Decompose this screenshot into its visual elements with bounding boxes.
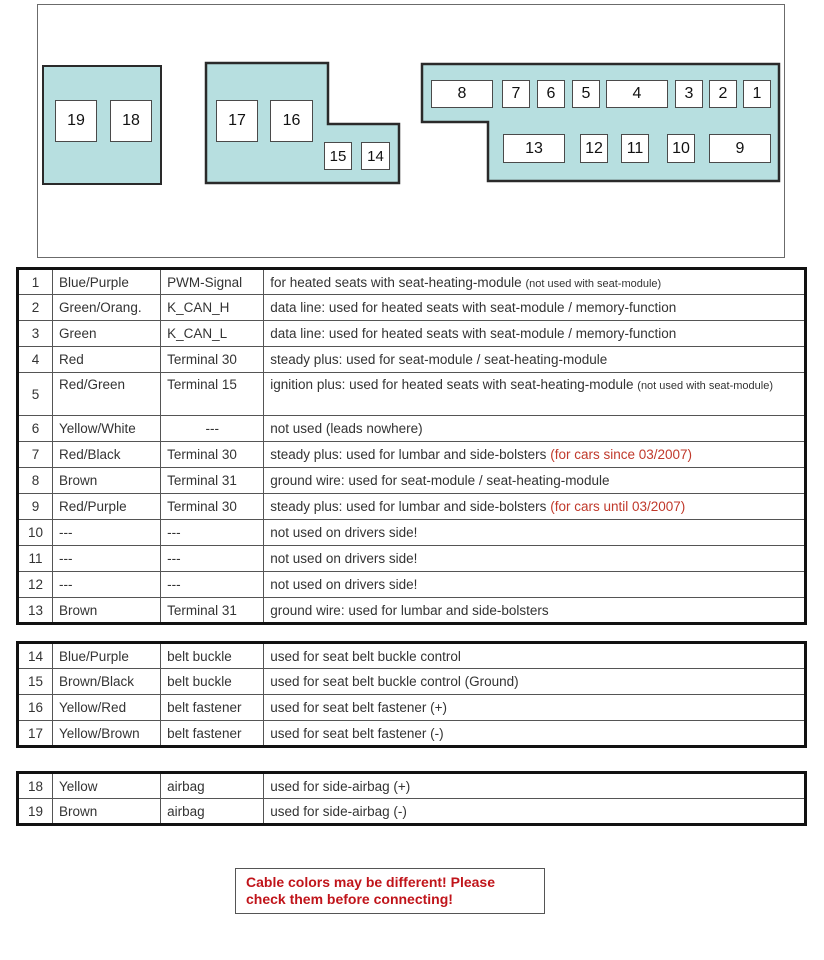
description-note: (for cars until 03/2007) [550, 499, 686, 514]
wire-color-cell: Green [53, 321, 161, 347]
description-cell: used for seat belt buckle control [264, 643, 806, 669]
pin-7: 7 [502, 80, 530, 108]
wire-color-cell: Red [53, 347, 161, 373]
signal-cell: Terminal 31 [161, 468, 264, 494]
pin-12: 12 [580, 134, 608, 163]
pin-number-cell: 12 [18, 572, 53, 598]
description-note: (not used with seat-module) [525, 277, 662, 290]
pin-11: 11 [621, 134, 649, 163]
main-pin-table [16, 267, 807, 625]
signal-cell: belt buckle [161, 669, 264, 695]
pin-number-cell: 6 [18, 416, 53, 442]
description-cell: used for seat belt fastener (+) [264, 695, 806, 721]
signal-cell: belt fastener [161, 721, 264, 747]
pin-number-cell: 18 [18, 773, 53, 799]
pin-number-cell: 13 [18, 598, 53, 624]
pin-number-cell: 14 [18, 643, 53, 669]
table-row [18, 347, 806, 373]
pin-number-cell: 1 [18, 269, 53, 295]
description-cell: steady plus: used for lumbar and side-bolsters (for cars until 03/2007) [264, 494, 806, 520]
description-note: (for cars since 03/2007) [550, 447, 693, 462]
signal-cell: K_CAN_L [161, 321, 264, 347]
table-row [18, 572, 806, 598]
signal-cell: --- [161, 572, 264, 598]
table-row [18, 546, 806, 572]
signal-cell: PWM-Signal [161, 269, 264, 295]
pin-8: 8 [431, 80, 493, 108]
description-cell: not used on drivers side! [264, 546, 806, 572]
pin-16: 16 [270, 100, 313, 142]
pin-19: 19 [55, 100, 97, 142]
wire-color-cell: Red/Purple [53, 494, 161, 520]
signal-cell: Terminal 15 [161, 373, 264, 416]
wire-color-cell: --- [53, 520, 161, 546]
signal-cell: Terminal 30 [161, 494, 264, 520]
airbag-pin-table [16, 771, 807, 826]
description-cell: used for seat belt buckle control (Ground) [264, 669, 806, 695]
pin-10: 10 [667, 134, 695, 163]
signal-cell: --- [161, 416, 264, 442]
wire-color-cell: Yellow/Red [53, 695, 161, 721]
signal-cell: belt buckle [161, 643, 264, 669]
pin-number-cell: 19 [18, 799, 53, 825]
description-cell: ground wire: used for seat-module / seat-heating-module [264, 468, 806, 494]
pin-number-cell: 16 [18, 695, 53, 721]
pin-4: 4 [606, 80, 668, 108]
wire-color-cell: Yellow [53, 773, 161, 799]
pin-number-cell: 10 [18, 520, 53, 546]
table-row [18, 695, 806, 721]
wire-color-cell: Green/Orang. [53, 295, 161, 321]
pin-1: 1 [743, 80, 771, 108]
table-row [18, 295, 806, 321]
pin-number-cell: 15 [18, 669, 53, 695]
signal-cell: airbag [161, 773, 264, 799]
table-row [18, 643, 806, 669]
pin-3: 3 [675, 80, 703, 108]
wire-color-cell: Red/Black [53, 442, 161, 468]
wire-color-cell: Brown [53, 468, 161, 494]
pin-number-cell: 4 [18, 347, 53, 373]
signal-cell: --- [161, 546, 264, 572]
pin-15: 15 [324, 142, 352, 170]
warning-note: Cable colors may be different! Please check them before connecting! [235, 868, 545, 914]
signal-cell: Terminal 30 [161, 442, 264, 468]
table-row [18, 598, 806, 624]
table-row [18, 269, 806, 295]
description-cell: ground wire: used for lumbar and side-bolsters [264, 598, 806, 624]
description-cell: data line: used for heated seats with seat-module / memory-function [264, 295, 806, 321]
pin-number-cell: 9 [18, 494, 53, 520]
table-row [18, 520, 806, 546]
table-row [18, 494, 806, 520]
wire-color-cell: Yellow/Brown [53, 721, 161, 747]
table-row [18, 468, 806, 494]
description-cell: used for side-airbag (-) [264, 799, 806, 825]
table-row [18, 669, 806, 695]
wire-color-cell: Blue/Purple [53, 643, 161, 669]
pin-2: 2 [709, 80, 737, 108]
belt-connector-housing [0, 0, 824, 260]
pin-14: 14 [361, 142, 390, 170]
description-cell: not used on drivers side! [264, 572, 806, 598]
wire-color-cell: Brown/Black [53, 669, 161, 695]
wire-color-cell: Yellow/White [53, 416, 161, 442]
wire-color-cell: Brown [53, 598, 161, 624]
description-note: (not used with seat-module) [637, 380, 774, 392]
table-row [18, 416, 806, 442]
table-row [18, 321, 806, 347]
pin-18: 18 [110, 100, 152, 142]
pin-number-cell: 2 [18, 295, 53, 321]
pin-number-cell: 5 [18, 373, 53, 416]
description-cell: not used on drivers side! [264, 520, 806, 546]
table-row [18, 799, 806, 825]
signal-cell: Terminal 30 [161, 347, 264, 373]
table-row [18, 721, 806, 747]
signal-cell: K_CAN_H [161, 295, 264, 321]
signal-cell: belt fastener [161, 695, 264, 721]
pin-number-cell: 11 [18, 546, 53, 572]
wire-color-cell: Red/Green [53, 373, 161, 416]
pin-17: 17 [216, 100, 258, 142]
description-cell: used for seat belt fastener (-) [264, 721, 806, 747]
pin-number-cell: 8 [18, 468, 53, 494]
description-cell: for heated seats with seat-heating-module (not used with seat-module) [264, 269, 806, 295]
pin-number-cell: 17 [18, 721, 53, 747]
pin-5: 5 [572, 80, 600, 108]
description-cell: steady plus: used for lumbar and side-bolsters (for cars since 03/2007) [264, 442, 806, 468]
description-cell: data line: used for heated seats with seat-module / memory-function [264, 321, 806, 347]
wire-color-cell: Blue/Purple [53, 269, 161, 295]
description-cell: steady plus: used for seat-module / seat-heating-module [264, 347, 806, 373]
description-cell: ignition plus: used for heated seats with seat-heating-module (not used with seat-module) [264, 373, 806, 416]
signal-cell: --- [161, 520, 264, 546]
pin-9: 9 [709, 134, 771, 163]
pin-number-cell: 7 [18, 442, 53, 468]
pin-6: 6 [537, 80, 565, 108]
signal-cell: airbag [161, 799, 264, 825]
wire-color-cell: --- [53, 546, 161, 572]
signal-cell: Terminal 31 [161, 598, 264, 624]
belt-pin-table [16, 641, 807, 748]
table-row [18, 442, 806, 468]
table-row [18, 373, 806, 416]
wire-color-cell: --- [53, 572, 161, 598]
description-cell: not used (leads nowhere) [264, 416, 806, 442]
pin-number-cell: 3 [18, 321, 53, 347]
wire-color-cell: Brown [53, 799, 161, 825]
table-row [18, 773, 806, 799]
description-cell: used for side-airbag (+) [264, 773, 806, 799]
pin-13: 13 [503, 134, 565, 163]
